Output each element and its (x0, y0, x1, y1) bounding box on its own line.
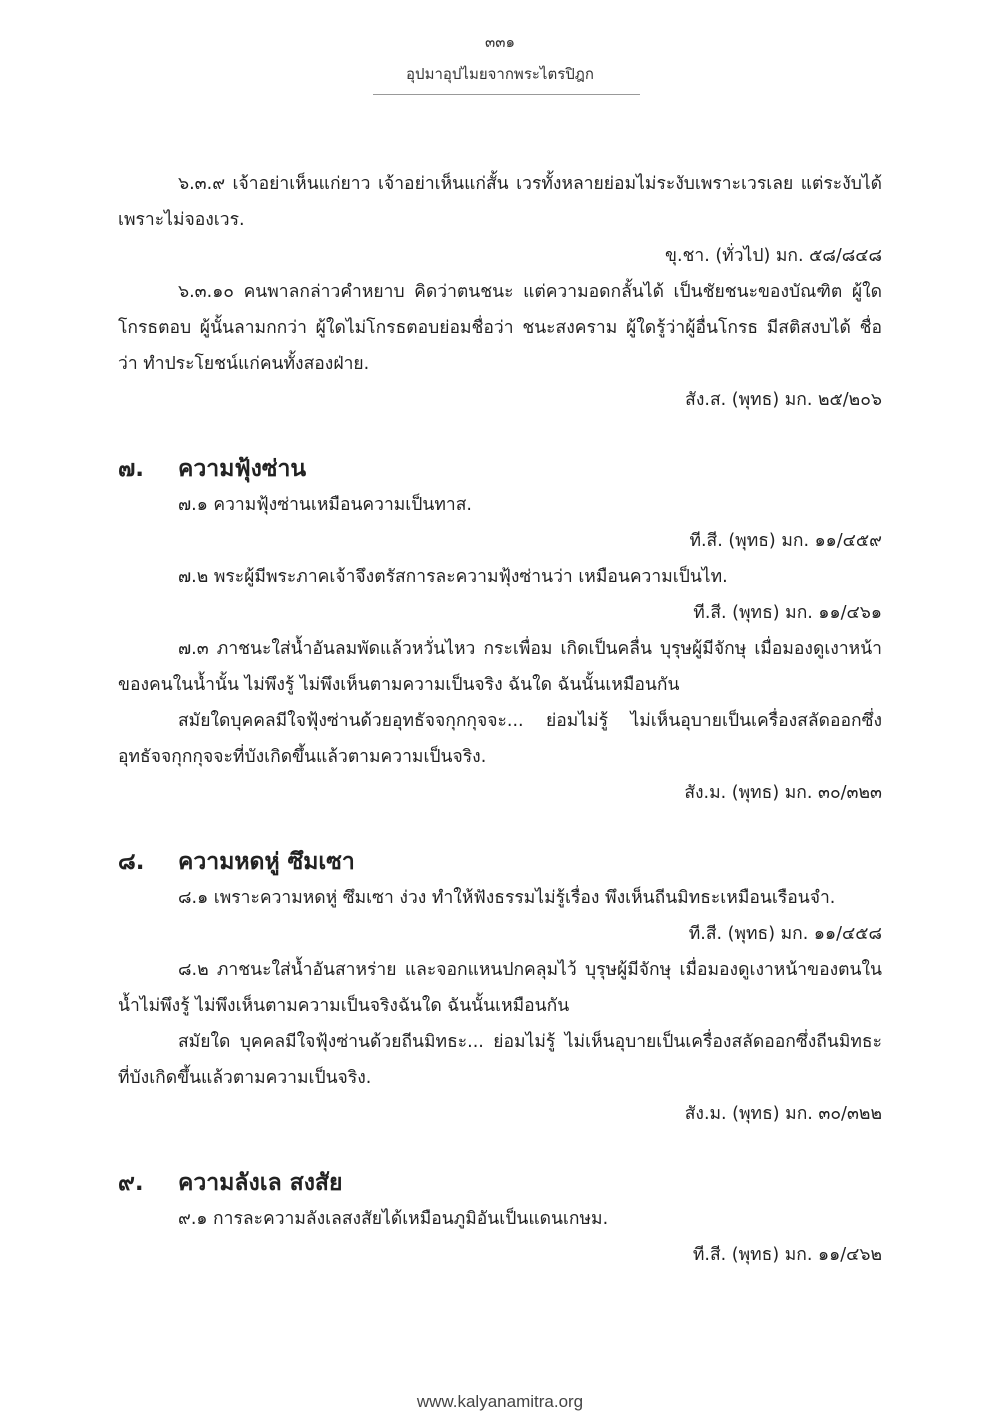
paragraph: ๖.๓.๙ เจ้าอย่าเห็นแก่ยาว เจ้าอย่าเห็นแก่สั้น เวรทั้งหลายย่อมไม่ระงับเพราะเวรเลย แต่ระงับได้เพราะไม่จองเวร. (118, 174, 882, 230)
paragraph: ๘.๑ เพราะความหดหู่ ซึมเซา ง่วง ทำให้ฟังธรรมไม่รู้เรื่อง พึงเห็นถีนมิทธะเหมือนเรือนจำ. (178, 888, 836, 908)
citation-ref: ที.สี. (พุทธ) มก. ๑๑/๔๕๙ (689, 531, 882, 551)
page-header (0, 30, 1000, 86)
section-title: ความฟุ้งซ่าน (178, 456, 307, 482)
footer-url: www.kalyanamitra.org (416, 1392, 584, 1411)
section-number: ๙. (118, 1170, 144, 1196)
citation-ref: ที.สี. (พุทธ) มก. ๑๑/๔๖๑ (693, 603, 882, 623)
paragraph: สมัยใดบุคคลมีใจฟุ้งซ่านด้วยอุทธัจจกุกกุจจะ... ย่อมไม่รู้ ไม่เห็นอุบายเป็นเครื่องสลัดออกซึ่งอุทธัจจกุกกุจจะที่บังเกิดขึ้นแล้วตามความเป็นจริง. (118, 711, 882, 767)
paragraph: ๙.๑ การละความลังเลสงสัยได้เหมือนภูมิอันเป็นแดนเกษม. (178, 1209, 609, 1229)
section-spacer (118, 1132, 882, 1165)
citation-ref: ที.สี. (พุทธ) มก. ๑๑/๔๖๒ (692, 1245, 882, 1265)
section-heading (118, 1165, 882, 1201)
citation-ref: ขุ.ชา. (ทั่วไป) มก. ๕๘/๘๔๘ (665, 246, 882, 266)
document-body (118, 166, 882, 1273)
citation-ref: สัง.ม. (พุทธ) มก. ๓๐/๓๒๒ (684, 1104, 882, 1124)
paragraph: ๘.๒ ภาชนะใส่น้ำอันสาหร่าย และจอกแหนปกคลุมไว้ บุรุษผู้มีจักษุ เมื่อมองดูเงาหน้าของตนในน้ำไม่พึงรู้ ไม่พึงเห็นตามความเป็นจริงฉันใด ฉันนั้นเหมือนกัน (118, 960, 882, 1016)
header-divider (373, 94, 640, 95)
section-heading (118, 451, 882, 487)
section-number: ๘. (118, 849, 145, 875)
paragraph: ๖.๓.๑๐ คนพาลกล่าวคำหยาบ คิดว่าตนชนะ แต่ความอดกลั้นได้ เป็นชัยชนะของบัณฑิต ผู้ใดโกรธตอบ ผู้นั้นลามกกว่า ผู้ใดไม่โกรธตอบย่อมชื่อว่า ชนะสงคราม ผู้ใดรู้ว่าผู้อื่นโกรธ มีสติสงบได้ ชื่อว่า ทำประโยชน์แก่คนทั้งสองฝ่าย. (118, 282, 882, 374)
section-heading (118, 844, 882, 880)
citation-ref: ที.สี. (พุทธ) มก. ๑๑/๔๕๘ (688, 924, 882, 944)
section-spacer (118, 811, 882, 844)
section-number: ๗. (118, 456, 145, 482)
citation-ref: สัง.ม. (พุทธ) มก. ๓๐/๓๒๓ (684, 783, 882, 803)
page-number: ๓๓๑ (484, 33, 516, 51)
section-spacer (118, 418, 882, 451)
section-title: ความหดหู่ ซึมเซา (178, 849, 355, 875)
section-title: ความลังเล สงสัย (178, 1170, 343, 1196)
citation-ref: สัง.ส. (พุทธ) มก. ๒๕/๒๐๖ (685, 390, 882, 410)
paragraph: ๗.๑ ความฟุ้งซ่านเหมือนความเป็นทาส. (178, 495, 472, 515)
paragraph: ๗.๒ พระผู้มีพระภาคเจ้าจึงตรัสการละความฟุ้งซ่านว่า เหมือนความเป็นไท. (178, 567, 728, 587)
paragraph: ๗.๓ ภาชนะใส่น้ำอันลมพัดแล้วหวั่นไหว กระเพื่อม เกิดเป็นคลื่น บุรุษผู้มีจักษุ เมื่อมองดูเงาหน้าของคนในน้ำนั้น ไม่พึงรู้ ไม่พึงเห็นตามความเป็นจริง ฉันใด ฉันนั้นเหมือนกัน (118, 639, 882, 695)
running-title: อุปมาอุปไมยจากพระไตรปิฎก (406, 65, 594, 83)
paragraph: สมัยใด บุคคลมีใจฟุ้งซ่านด้วยถีนมิทธะ... ย่อมไม่รู้ ไม่เห็นอุบายเป็นเครื่องสลัดออกซึ่งถีนมิทธะ ที่บังเกิดขึ้นแล้วตามความเป็นจริง. (118, 1032, 882, 1088)
